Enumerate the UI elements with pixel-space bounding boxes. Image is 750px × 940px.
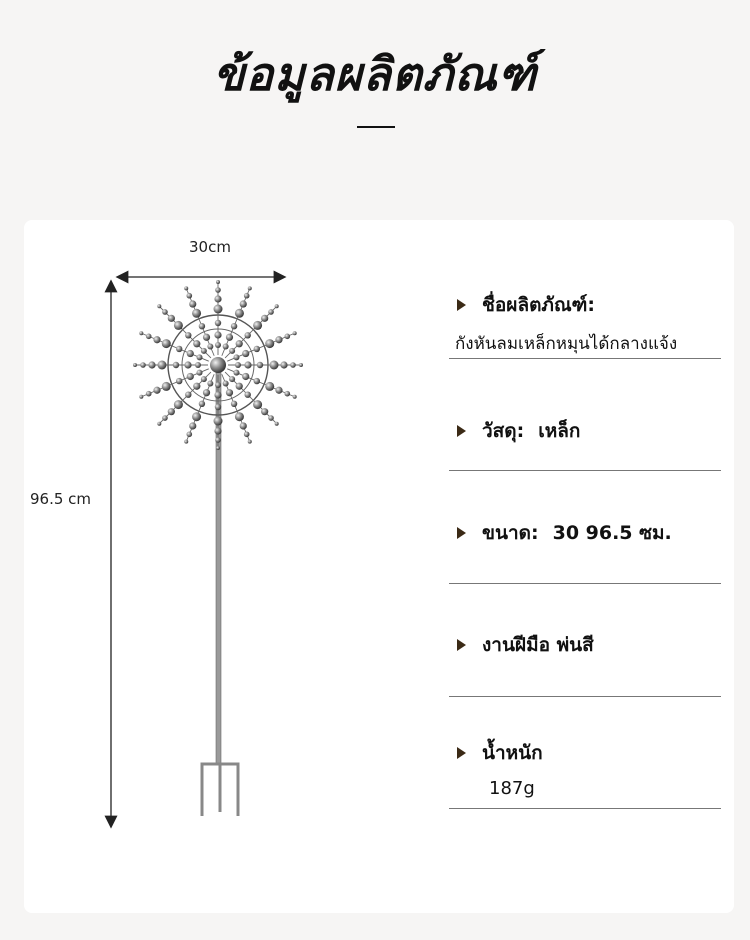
spinner-bead [168,315,175,322]
spinner-bead [275,387,282,394]
spinner-bead [257,362,263,368]
spinner-bead [290,362,296,368]
spinner-bead [203,334,210,341]
spinner-bead [201,348,207,354]
spinner-bead [231,323,237,329]
height-dimension-label: 96.5 cm [30,490,92,508]
spinner-bead [201,376,207,382]
spinner-bead [192,412,201,421]
spinner-bead [158,361,167,370]
spinner-bead [284,391,290,397]
spinner-bead [235,309,244,318]
spinner-bead [223,380,229,386]
spinner-bead [214,391,221,398]
spinner-bead [231,401,237,407]
spinner-head [133,280,303,450]
spec-label: น้ำหนัก [482,742,543,764]
spinner-bead [185,391,191,397]
spinner-bead [214,331,221,338]
spinner-bead [215,404,221,410]
spinner-bead [174,321,183,330]
spinner-bead [215,320,221,326]
spinner-bead [265,382,274,391]
spinner-bead [162,415,168,421]
spec-weight [449,734,721,809]
spinner-bead [157,422,161,426]
spinner-bead [140,362,146,368]
spinner-bead [284,333,290,339]
spinner-bead [268,415,274,421]
spec-value: เหล็ก [538,420,581,442]
spinner-bead [187,373,194,380]
spinner-bead [173,362,179,368]
spec-label: ชื่อผลิตภัณฑ์: [482,294,595,316]
spinner-bead [253,400,262,409]
spinner-bead [268,309,274,315]
spinner-bead [192,309,201,318]
ground-stake [202,764,238,816]
spec-label: วัสดุ: [482,420,525,442]
bullet-arrow-icon [457,639,466,651]
spinner-bead [197,370,203,376]
spinner-bead [214,305,223,314]
spinner-bead [261,408,268,415]
spinner-bead [254,346,260,352]
spinner-bead [162,382,171,391]
spinner-bead [207,344,213,350]
spec-value: 187g [489,778,535,799]
spinner-bead [215,342,221,348]
spinner-bead [214,295,221,302]
spinner-bead [265,339,274,348]
spinner-bead [242,350,249,357]
spinner-bead [275,304,279,308]
spinner-bead [240,300,247,307]
spinner-bead [199,323,205,329]
spinner-bead [244,293,250,299]
spinner-bead [189,422,196,429]
spinner-bead [240,422,247,429]
spinner-bead [244,361,251,368]
spinner-bead [153,387,160,394]
spinner-bead [270,361,279,370]
bullet-arrow-icon [457,527,466,539]
bullet-arrow-icon [457,425,466,437]
spinner-bead [293,395,297,399]
spinner-bead [253,321,262,330]
spinner-bead [185,332,191,338]
spinner-bead [235,412,244,421]
spinner-bead [261,315,268,322]
spinner-bead [229,348,235,354]
spinner-bead [193,383,200,390]
spec-value: 30 96.5 ซม. [552,522,672,544]
spinner-bead [133,363,137,367]
spinner-bead [146,333,152,339]
bullet-arrow-icon [457,747,466,759]
spinner-bead [248,440,252,444]
spinner-bead [214,427,221,434]
spinner-bead [176,346,182,352]
spinner-bead [187,350,194,357]
spinner-bead [139,395,143,399]
page-title: ข้อมูลผลิตภัณฑ์ [213,47,537,101]
spinner-bead [244,431,250,437]
spec-craft [449,626,721,697]
spinner-bead [229,376,235,382]
spinner-bead [184,440,188,444]
spinner-bead [199,401,205,407]
spec-material [449,404,721,471]
spec-product-name [449,286,721,359]
spinner-bead [236,340,243,347]
spinner-bead [235,362,241,368]
spinner-bead [299,363,303,367]
spinner-bead [203,389,210,396]
spec-value: กังหันลมเหล็กหมุนได้กลางแจ้ง [455,334,678,354]
spinner-bead [146,391,152,397]
spinner-bead [223,344,229,350]
spinner-bead [233,354,239,360]
spinner-bead [233,370,239,376]
spinner-bead [216,280,220,284]
spinner-bead [275,422,279,426]
spinner-bead [184,361,191,368]
spinner-bead [216,446,220,450]
spinner-bead [195,362,201,368]
spinner-bead [244,391,250,397]
spinner-bead [226,334,233,341]
spinner-bead [148,361,155,368]
spinner-bead [236,383,243,390]
spinner-bead [275,336,282,343]
spinner-bead [215,287,221,293]
spinner-bead [176,378,182,384]
spinner-bead [186,431,192,437]
spec-size [449,512,721,584]
spinner-bead [174,400,183,409]
spinner-bead [186,293,192,299]
bullet-arrow-icon [457,299,466,311]
width-dimension-label: 30cm [189,238,231,256]
spinner-bead [207,380,213,386]
spinner-bead [153,336,160,343]
spinner-bead [162,309,168,315]
spinner-bead [226,389,233,396]
spinner-bead [139,331,143,335]
spinner-bead [280,361,287,368]
spinner-bead [189,300,196,307]
spinner-bead [242,373,249,380]
spinner-bead [293,331,297,335]
spinner-bead [168,408,175,415]
spinner-bead [254,378,260,384]
spinner-bead [214,417,223,426]
spec-label: งานฝีมือ พ่นสี [482,634,594,656]
spinner-bead [162,339,171,348]
spinner-bead [157,304,161,308]
spinner-bead [248,286,252,290]
spinner-bead [244,332,250,338]
spec-label: ขนาด: [482,522,539,544]
spinner-bead [193,340,200,347]
spinner-bead [184,286,188,290]
spinner-bead [215,382,221,388]
spinner-bead [197,354,203,360]
spinner-bead [215,437,221,443]
